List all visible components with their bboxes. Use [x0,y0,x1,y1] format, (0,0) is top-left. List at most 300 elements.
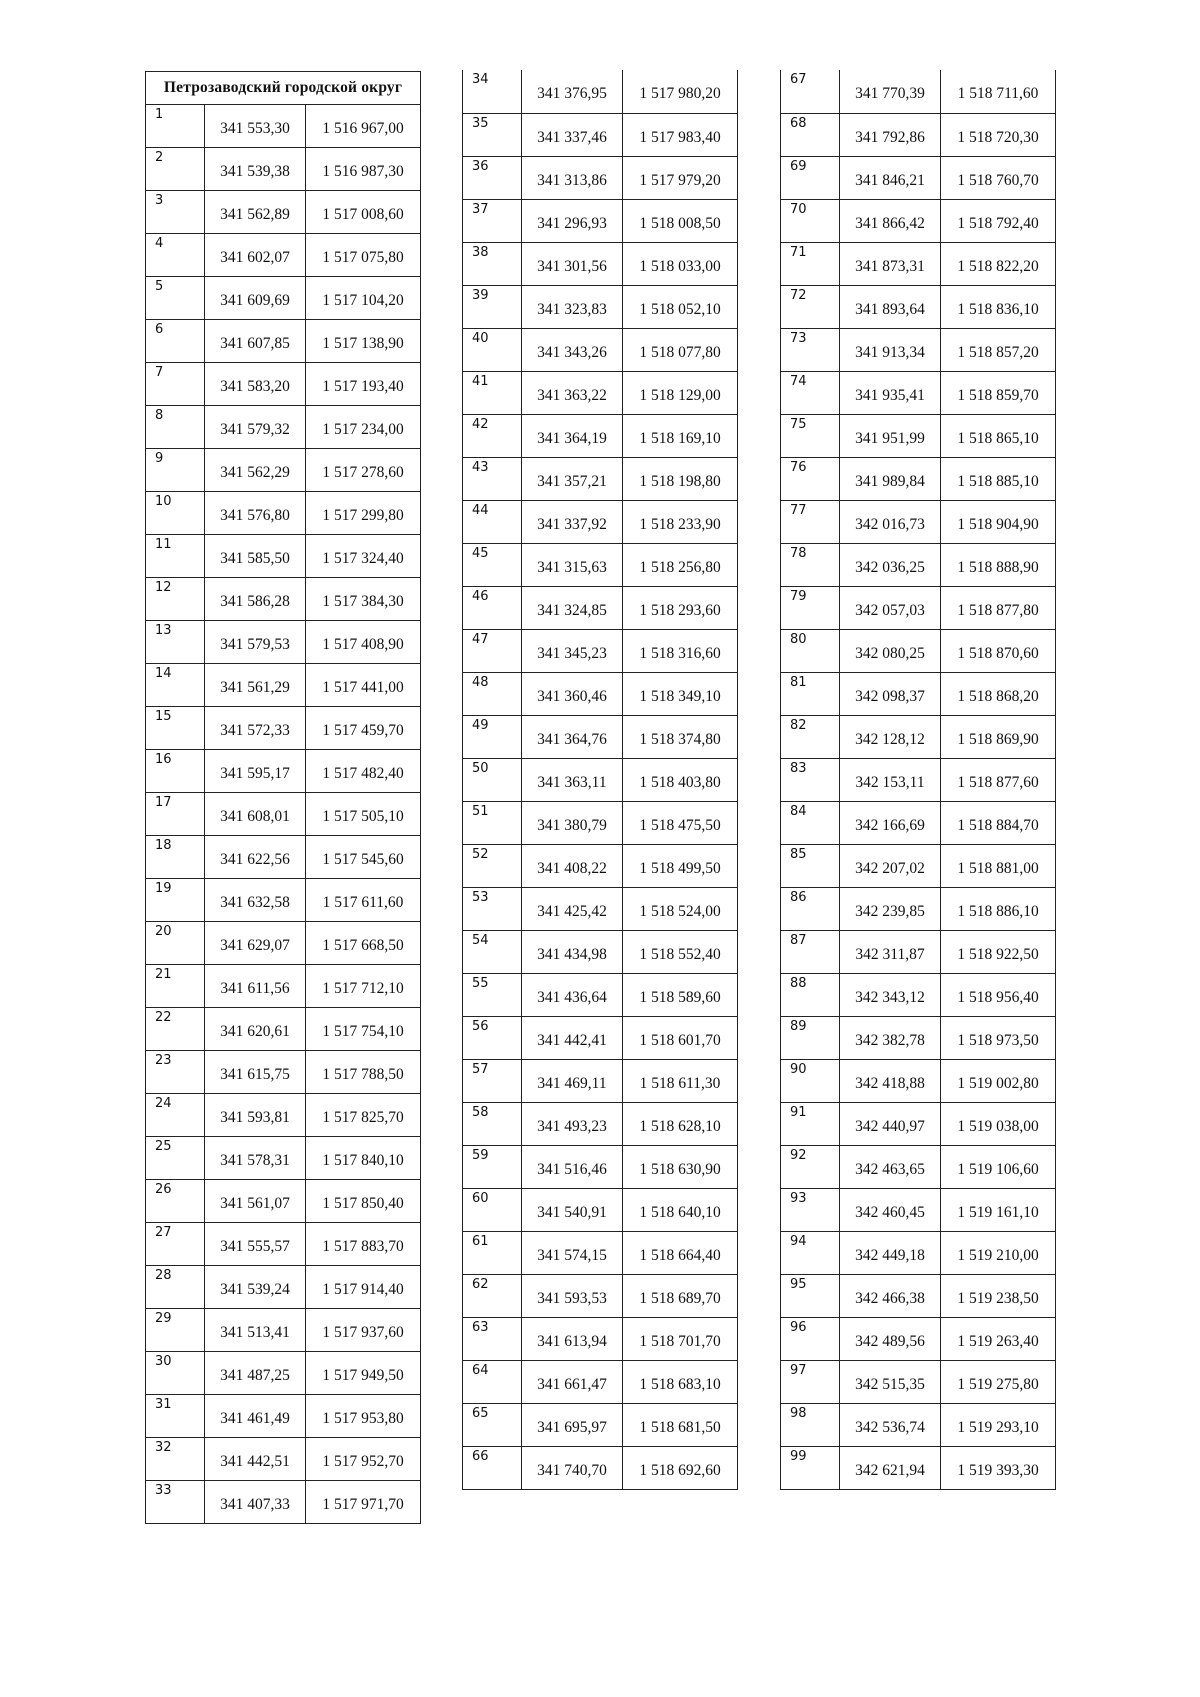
point-number: 33 [146,1481,205,1524]
point-number: 95 [781,1274,840,1317]
coordinate-y: 1 518 922,50 [941,930,1056,973]
coordinate-y: 1 519 275,80 [941,1360,1056,1403]
coordinate-y: 1 518 052,10 [623,285,738,328]
point-number: 44 [463,500,522,543]
coordinate-x: 341 323,83 [522,285,623,328]
table-row [463,801,738,844]
coordinate-x: 342 418,88 [840,1059,941,1102]
coordinate-y: 1 517 883,70 [306,1223,421,1266]
point-number: 31 [146,1395,205,1438]
coordinate-y: 1 518 711,60 [941,70,1056,113]
point-number: 39 [463,285,522,328]
point-number: 92 [781,1145,840,1188]
coordinate-y: 1 517 825,70 [306,1094,421,1137]
coordinate-y: 1 517 712,10 [306,965,421,1008]
point-number: 91 [781,1102,840,1145]
coordinate-x: 341 442,51 [205,1438,306,1481]
table-row [463,543,738,586]
point-number: 8 [146,406,205,449]
coordinate-x: 341 561,07 [205,1180,306,1223]
coordinate-x: 341 579,32 [205,406,306,449]
table-row [781,715,1056,758]
coordinate-y: 1 519 263,40 [941,1317,1056,1360]
coordinate-x: 342 153,11 [840,758,941,801]
point-number: 12 [146,578,205,621]
table-row [463,457,738,500]
coordinate-x: 341 343,26 [522,328,623,371]
coordinate-x: 341 539,24 [205,1266,306,1309]
point-number: 79 [781,586,840,629]
point-number: 54 [463,930,522,973]
coordinate-y: 1 518 877,80 [941,586,1056,629]
coordinate-y: 1 518 683,10 [623,1360,738,1403]
coordinate-y: 1 517 850,40 [306,1180,421,1223]
table-row [146,191,421,234]
coordinate-y: 1 518 884,70 [941,801,1056,844]
coordinate-x: 341 579,53 [205,621,306,664]
table-title: Петрозаводский городской округ [146,72,421,105]
coordinate-y: 1 519 210,00 [941,1231,1056,1274]
coordinate-x: 341 695,97 [522,1403,623,1446]
coordinate-x: 341 578,31 [205,1137,306,1180]
table-row [463,1059,738,1102]
point-number: 18 [146,836,205,879]
point-number: 27 [146,1223,205,1266]
coordinate-y: 1 517 840,10 [306,1137,421,1180]
point-number: 70 [781,199,840,242]
table-row [146,1266,421,1309]
coordinate-y: 1 518 868,20 [941,672,1056,715]
coordinate-x: 341 324,85 [522,586,623,629]
table-row [781,285,1056,328]
point-number: 21 [146,965,205,1008]
point-number: 11 [146,535,205,578]
point-number: 53 [463,887,522,930]
coordinate-y: 1 518 681,50 [623,1403,738,1446]
point-number: 55 [463,973,522,1016]
point-number: 72 [781,285,840,328]
coordinate-x: 341 602,07 [205,234,306,277]
point-number: 57 [463,1059,522,1102]
coordinate-x: 342 463,65 [840,1145,941,1188]
coordinate-y: 1 517 104,20 [306,277,421,320]
point-number: 48 [463,672,522,715]
table-row [146,1309,421,1352]
coordinate-x: 342 057,03 [840,586,941,629]
coordinate-x: 341 555,57 [205,1223,306,1266]
coordinate-x: 341 408,22 [522,844,623,887]
table-row [463,113,738,156]
coordinate-x: 341 622,56 [205,836,306,879]
table-row [463,414,738,457]
table-row [146,1180,421,1223]
table-row [146,879,421,922]
coordinate-y: 1 518 956,40 [941,973,1056,1016]
table-row [463,586,738,629]
coordinate-y: 1 518 720,30 [941,113,1056,156]
point-number: 83 [781,758,840,801]
table-row [146,707,421,750]
table-row [146,406,421,449]
point-number: 29 [146,1309,205,1352]
coordinate-x: 341 539,38 [205,148,306,191]
point-number: 30 [146,1352,205,1395]
point-number: 86 [781,887,840,930]
point-number: 65 [463,1403,522,1446]
table-row [781,414,1056,457]
point-number: 77 [781,500,840,543]
point-number: 76 [781,457,840,500]
table-row [781,242,1056,285]
table-row [146,621,421,664]
coordinate-x: 342 460,45 [840,1188,941,1231]
table-row [146,1352,421,1395]
point-number: 93 [781,1188,840,1231]
point-number: 1 [146,105,205,148]
table-row [781,156,1056,199]
coordinate-y: 1 519 002,80 [941,1059,1056,1102]
coordinate-x: 341 364,76 [522,715,623,758]
point-number: 37 [463,199,522,242]
coordinate-x: 341 609,69 [205,277,306,320]
point-number: 84 [781,801,840,844]
table-row [781,1446,1056,1489]
table-row [463,1016,738,1059]
point-number: 6 [146,320,205,363]
coordinate-x: 341 893,64 [840,285,941,328]
point-number: 47 [463,629,522,672]
coordinate-x: 341 740,70 [522,1446,623,1489]
coordinate-x: 341 661,47 [522,1360,623,1403]
coordinate-x: 341 607,85 [205,320,306,363]
coordinate-y: 1 517 408,90 [306,621,421,664]
coordinate-y: 1 517 949,50 [306,1352,421,1395]
table-row [146,836,421,879]
table-row [781,801,1056,844]
table-row [146,105,421,148]
coordinate-x: 342 166,69 [840,801,941,844]
table-row [781,543,1056,586]
point-number: 99 [781,1446,840,1489]
coordinate-x: 341 629,07 [205,922,306,965]
table-row [781,758,1056,801]
point-number: 5 [146,277,205,320]
point-number: 4 [146,234,205,277]
coordinate-x: 341 615,75 [205,1051,306,1094]
coordinates-table-1 [145,71,421,1524]
coordinate-y: 1 518 701,70 [623,1317,738,1360]
table-row [146,1051,421,1094]
table-row [146,1008,421,1051]
table-row [463,156,738,199]
coordinate-x: 341 866,42 [840,199,941,242]
table-row [463,1102,738,1145]
coordinate-y: 1 518 885,10 [941,457,1056,500]
coordinate-y: 1 517 668,50 [306,922,421,965]
table-row [781,70,1056,113]
table-row [781,1016,1056,1059]
coordinate-y: 1 518 611,30 [623,1059,738,1102]
point-number: 2 [146,148,205,191]
coordinate-y: 1 518 008,50 [623,199,738,242]
coordinate-x: 341 461,49 [205,1395,306,1438]
table-row [146,1395,421,1438]
point-number: 69 [781,156,840,199]
coordinate-y: 1 518 552,40 [623,930,738,973]
table-row [781,1059,1056,1102]
coordinate-x: 341 561,29 [205,664,306,707]
coordinate-x: 342 239,85 [840,887,941,930]
point-number: 20 [146,922,205,965]
coordinate-x: 341 935,41 [840,371,941,414]
table-row [146,492,421,535]
coordinate-x: 341 487,25 [205,1352,306,1395]
coordinate-y: 1 517 441,00 [306,664,421,707]
coordinate-x: 341 360,46 [522,672,623,715]
coordinate-x: 341 989,84 [840,457,941,500]
table-row [146,664,421,707]
point-number: 74 [781,371,840,414]
coordinate-x: 342 080,25 [840,629,941,672]
point-number: 59 [463,1145,522,1188]
point-number: 51 [463,801,522,844]
coordinate-x: 341 593,53 [522,1274,623,1317]
coordinate-y: 1 517 278,60 [306,449,421,492]
point-number: 89 [781,1016,840,1059]
coordinate-x: 341 585,50 [205,535,306,578]
coordinate-y: 1 517 324,40 [306,535,421,578]
point-number: 35 [463,113,522,156]
point-number: 16 [146,750,205,793]
coordinate-x: 341 770,39 [840,70,941,113]
coordinate-y: 1 519 393,30 [941,1446,1056,1489]
coordinate-x: 341 572,33 [205,707,306,750]
coordinate-y: 1 518 888,90 [941,543,1056,586]
coordinate-y: 1 518 836,10 [941,285,1056,328]
table-row [463,242,738,285]
coordinate-y: 1 516 967,00 [306,105,421,148]
point-number: 45 [463,543,522,586]
coordinate-x: 341 595,17 [205,750,306,793]
coordinate-x: 341 469,11 [522,1059,623,1102]
coordinate-y: 1 517 459,70 [306,707,421,750]
table-row [781,113,1056,156]
coordinate-y: 1 518 630,90 [623,1145,738,1188]
point-number: 56 [463,1016,522,1059]
coordinate-y: 1 519 293,10 [941,1403,1056,1446]
point-number: 80 [781,629,840,672]
table-row [146,1223,421,1266]
coordinate-x: 342 343,12 [840,973,941,1016]
point-number: 87 [781,930,840,973]
table-row [463,844,738,887]
coordinate-y: 1 518 628,10 [623,1102,738,1145]
coordinate-x: 341 313,86 [522,156,623,199]
coordinate-x: 341 583,20 [205,363,306,406]
coordinate-x: 342 621,94 [840,1446,941,1489]
table-row [146,922,421,965]
point-number: 90 [781,1059,840,1102]
coordinate-x: 341 296,93 [522,199,623,242]
point-number: 62 [463,1274,522,1317]
coordinate-y: 1 518 869,90 [941,715,1056,758]
coordinate-y: 1 518 077,80 [623,328,738,371]
table-row [781,930,1056,973]
coordinate-y: 1 517 971,70 [306,1481,421,1524]
table-row [463,715,738,758]
coordinate-y: 1 518 233,90 [623,500,738,543]
coordinate-y: 1 518 881,00 [941,844,1056,887]
coordinate-y: 1 518 886,10 [941,887,1056,930]
coordinate-x: 342 489,56 [840,1317,941,1360]
coordinate-y: 1 519 238,50 [941,1274,1056,1317]
coordinate-x: 342 466,38 [840,1274,941,1317]
coordinate-y: 1 517 545,60 [306,836,421,879]
coordinate-x: 341 442,41 [522,1016,623,1059]
coordinate-y: 1 518 601,70 [623,1016,738,1059]
point-number: 66 [463,1446,522,1489]
coordinate-y: 1 517 937,60 [306,1309,421,1352]
point-number: 3 [146,191,205,234]
point-number: 85 [781,844,840,887]
table-row [146,320,421,363]
coordinate-y: 1 518 692,60 [623,1446,738,1489]
point-number: 94 [781,1231,840,1274]
point-number: 14 [146,664,205,707]
point-number: 15 [146,707,205,750]
coordinate-x: 342 016,73 [840,500,941,543]
coordinate-y: 1 518 904,90 [941,500,1056,543]
coordinate-x: 341 315,63 [522,543,623,586]
coordinate-y: 1 518 859,70 [941,371,1056,414]
table-row [781,500,1056,543]
coordinate-x: 341 846,21 [840,156,941,199]
coordinate-x: 341 363,22 [522,371,623,414]
coordinate-x: 341 574,15 [522,1231,623,1274]
coordinate-x: 341 913,34 [840,328,941,371]
table-row [146,148,421,191]
coordinate-x: 341 380,79 [522,801,623,844]
coordinate-y: 1 518 349,10 [623,672,738,715]
table-row [146,449,421,492]
coordinate-y: 1 517 505,10 [306,793,421,836]
table-row [146,1094,421,1137]
point-number: 81 [781,672,840,715]
point-number: 9 [146,449,205,492]
point-number: 96 [781,1317,840,1360]
coordinate-y: 1 518 129,00 [623,371,738,414]
coordinate-y: 1 518 403,80 [623,758,738,801]
coordinate-y: 1 517 234,00 [306,406,421,449]
coordinate-y: 1 517 075,80 [306,234,421,277]
coordinate-x: 341 516,46 [522,1145,623,1188]
coordinate-x: 342 098,37 [840,672,941,715]
point-number: 40 [463,328,522,371]
table-row [463,371,738,414]
coordinate-y: 1 518 589,60 [623,973,738,1016]
point-number: 71 [781,242,840,285]
coordinate-x: 341 613,94 [522,1317,623,1360]
point-number: 23 [146,1051,205,1094]
table-row [463,758,738,801]
point-number: 17 [146,793,205,836]
table-row [463,285,738,328]
table-row [781,629,1056,672]
point-number: 60 [463,1188,522,1231]
table-row [781,328,1056,371]
table-row [781,1231,1056,1274]
table-row [463,672,738,715]
coordinate-x: 341 620,61 [205,1008,306,1051]
point-number: 25 [146,1137,205,1180]
coordinate-x: 341 951,99 [840,414,941,457]
coordinate-x: 341 553,30 [205,105,306,148]
coordinate-y: 1 518 374,80 [623,715,738,758]
coordinate-x: 341 513,41 [205,1309,306,1352]
coordinate-x: 342 440,97 [840,1102,941,1145]
coordinate-x: 341 436,64 [522,973,623,1016]
table-row [463,1360,738,1403]
table-row [781,586,1056,629]
coordinate-y: 1 517 980,20 [623,70,738,113]
coordinate-x: 341 493,23 [522,1102,623,1145]
point-number: 82 [781,715,840,758]
table-row [463,1403,738,1446]
coordinate-y: 1 518 760,70 [941,156,1056,199]
point-number: 10 [146,492,205,535]
point-number: 78 [781,543,840,586]
coordinate-y: 1 519 038,00 [941,1102,1056,1145]
coordinate-y: 1 518 822,20 [941,242,1056,285]
coordinate-x: 341 376,95 [522,70,623,113]
table-row [146,1137,421,1180]
point-number: 38 [463,242,522,285]
coordinate-x: 341 301,56 [522,242,623,285]
point-number: 22 [146,1008,205,1051]
coordinate-y: 1 518 877,60 [941,758,1056,801]
point-number: 36 [463,156,522,199]
coordinate-x: 341 593,81 [205,1094,306,1137]
table-row [463,328,738,371]
point-number: 28 [146,1266,205,1309]
point-number: 64 [463,1360,522,1403]
point-number: 42 [463,414,522,457]
table-row [146,965,421,1008]
point-number: 97 [781,1360,840,1403]
coordinate-x: 342 449,18 [840,1231,941,1274]
coordinate-x: 341 357,21 [522,457,623,500]
table-row [781,887,1056,930]
coordinate-y: 1 518 475,50 [623,801,738,844]
table-row [781,844,1056,887]
table-row [463,930,738,973]
coordinate-y: 1 517 952,70 [306,1438,421,1481]
coordinate-x: 341 425,42 [522,887,623,930]
coordinate-x: 341 632,58 [205,879,306,922]
coordinate-y: 1 518 664,40 [623,1231,738,1274]
table-row [146,535,421,578]
point-number: 43 [463,457,522,500]
coordinates-table-3 [780,70,1056,1490]
coordinate-x: 341 540,91 [522,1188,623,1231]
table-row [146,277,421,320]
table-row [463,1231,738,1274]
point-number: 50 [463,758,522,801]
coordinate-y: 1 517 914,40 [306,1266,421,1309]
table-row [781,672,1056,715]
table-row [146,363,421,406]
table-row [463,629,738,672]
